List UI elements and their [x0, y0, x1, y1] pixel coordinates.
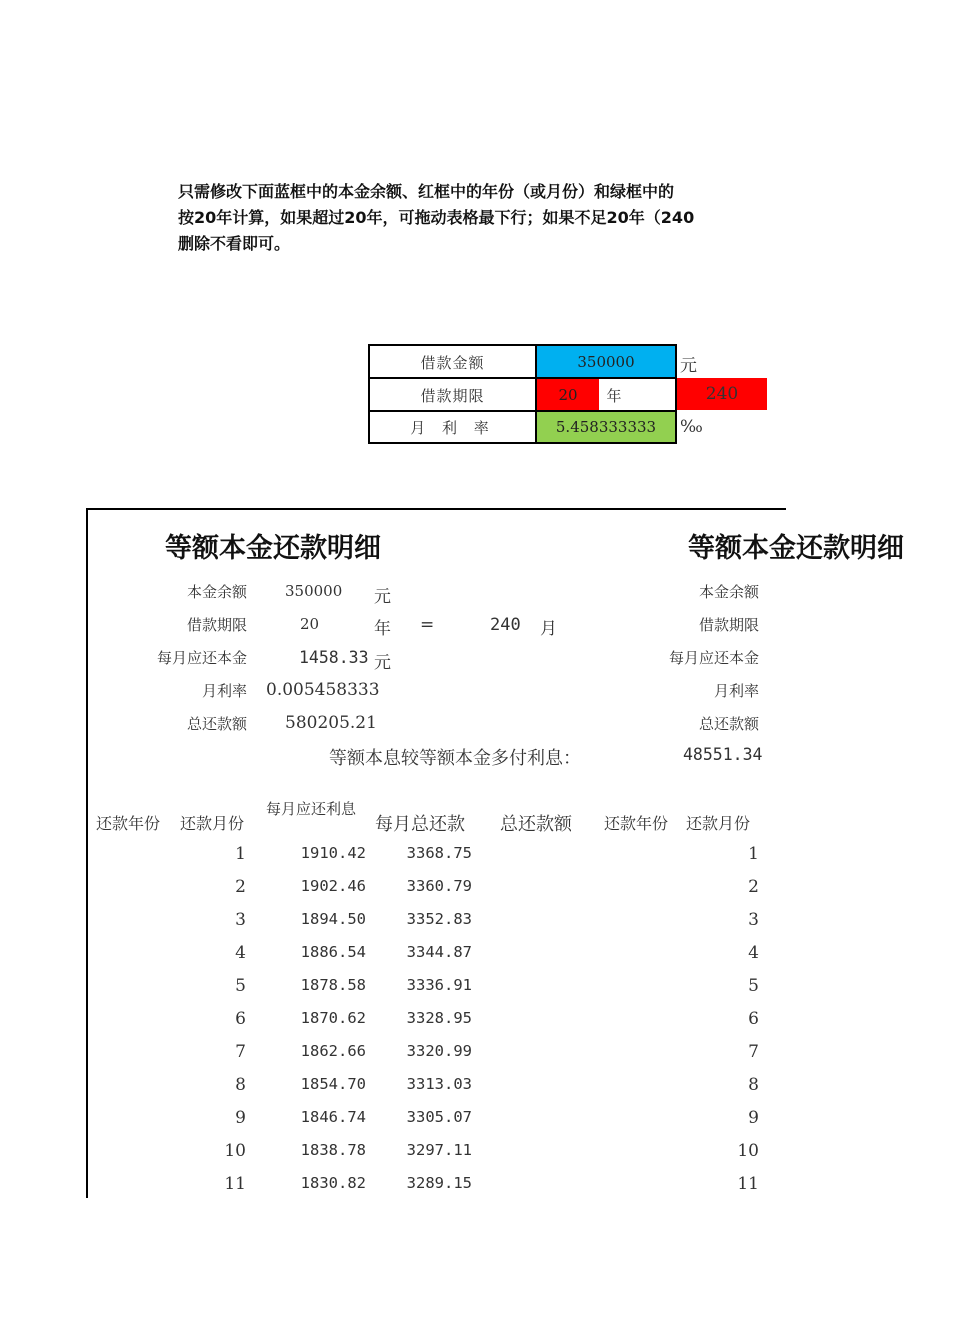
monthly-principal-value: 1458.33 [299, 648, 369, 667]
term-years-unit: 年 [606, 386, 622, 405]
table-row [90, 1135, 770, 1168]
cell-interest: 1862.66 [300, 1042, 366, 1060]
table-row [90, 1069, 770, 1102]
monthly-principal-label: 每月应还本金 [156, 649, 247, 667]
cell-payment: 3336.91 [406, 976, 472, 994]
loan-term-label: 借款期限 [370, 379, 537, 411]
table-row [90, 970, 770, 1003]
cell-month2: 4 [748, 943, 759, 963]
cell-month2: 1 [748, 844, 759, 864]
cell-payment: 3305.07 [406, 1108, 472, 1126]
loan-amount-unit: 元 [680, 356, 697, 376]
table-row [90, 1003, 770, 1036]
term-years-value: 20 [300, 615, 320, 633]
cell-interest: 1886.54 [300, 943, 366, 961]
table-row [90, 1168, 770, 1201]
cell-payment: 3320.99 [406, 1042, 472, 1060]
header-month-right: 还款月份 [686, 814, 751, 833]
cell-month: 8 [235, 1075, 246, 1095]
term-months-value: 240 [490, 615, 521, 635]
right-principal-label: 本金余额 [698, 583, 759, 601]
table-row [90, 1102, 770, 1135]
right-rate-label: 月利率 [713, 682, 759, 700]
monthly-principal-unit: 元 [374, 653, 391, 673]
instruction-line-2: 按20年计算，如果超过20年，可拖动表格最下行；如果不足20年（240 [178, 208, 695, 227]
cell-month: 2 [235, 877, 246, 897]
cell-payment: 3313.03 [406, 1075, 472, 1093]
right-total-label: 总还款额 [698, 715, 759, 733]
monthly-rate-unit: ‰ [680, 417, 703, 437]
right-monthly-principal-label: 每月应还本金 [668, 649, 759, 667]
cell-interest: 1902.46 [300, 877, 366, 895]
table-row [90, 838, 770, 871]
cell-month2: 5 [748, 976, 759, 996]
cell-month2: 10 [737, 1141, 759, 1161]
cell-month: 5 [235, 976, 246, 996]
loan-term-years-input[interactable]: 20 [537, 379, 599, 411]
cell-interest: 1910.42 [300, 844, 366, 862]
cell-interest: 1870.62 [300, 1009, 366, 1027]
header-interest: 每月应还利息 [265, 800, 356, 818]
header-month: 还款月份 [180, 814, 245, 833]
cell-month2: 11 [737, 1174, 759, 1194]
left-section-title: 等额本金还款明细 [165, 533, 381, 564]
cell-payment: 3360.79 [406, 877, 472, 895]
cell-month: 6 [235, 1009, 246, 1029]
total-label: 总还款额 [186, 715, 247, 733]
cell-month: 9 [235, 1108, 246, 1128]
cell-payment: 3297.11 [406, 1141, 472, 1159]
cell-payment: 3344.87 [406, 943, 472, 961]
table-row [90, 871, 770, 904]
total-value: 580205.21 [285, 713, 377, 733]
cell-month: 11 [224, 1174, 246, 1194]
extra-interest-label: 等额本息较等额本金多付利息： [329, 748, 581, 769]
rate-label: 月利率 [201, 682, 247, 700]
equals-sign: = [420, 615, 435, 635]
header-payment: 每月总还款 [375, 814, 465, 835]
cell-interest: 1878.58 [300, 976, 366, 994]
schedule-rows [90, 838, 770, 1201]
cell-month: 3 [235, 910, 246, 930]
right-section-title: 等额本金还款明细 [688, 533, 904, 564]
cell-payment: 3289.15 [406, 1174, 472, 1192]
cell-payment: 3328.95 [406, 1009, 472, 1027]
instruction-text [178, 179, 978, 257]
principal-label: 本金余额 [186, 583, 247, 601]
cell-month: 4 [235, 943, 246, 963]
cell-month: 10 [224, 1141, 246, 1161]
monthly-rate-label: 月 利 率 [370, 412, 537, 442]
cell-month2: 7 [748, 1042, 759, 1062]
cell-month: 7 [235, 1042, 246, 1062]
input-table [368, 344, 677, 444]
rate-value: 0.005458333 [266, 680, 380, 700]
header-total: 总还款额 [500, 814, 572, 835]
detail-frame-top [86, 508, 786, 510]
header-year: 还款年份 [96, 814, 161, 833]
term-label: 借款期限 [186, 616, 247, 634]
cell-month: 1 [235, 844, 246, 864]
instruction-line-1: 只需修改下面蓝框中的本金余额、红框中的年份（或月份）和绿框中的 [178, 182, 675, 201]
cell-month2: 8 [748, 1075, 759, 1095]
cell-interest: 1830.82 [300, 1174, 366, 1192]
cell-interest: 1838.78 [300, 1141, 366, 1159]
right-term-label: 借款期限 [698, 616, 759, 634]
loan-term-months-input[interactable]: 240 [677, 378, 767, 410]
table-row [90, 904, 770, 937]
table-row [90, 937, 770, 970]
cell-month2: 6 [748, 1009, 759, 1029]
cell-month2: 3 [748, 910, 759, 930]
cell-interest: 1894.50 [300, 910, 366, 928]
cell-month2: 2 [748, 877, 759, 897]
cell-interest: 1846.74 [300, 1108, 366, 1126]
loan-amount-label: 借款金额 [370, 346, 537, 378]
term-years-unit-label: 年 [374, 619, 391, 639]
principal-value: 350000 [285, 582, 343, 600]
extra-interest-value: 48551.34 [683, 745, 763, 764]
table-row [90, 1036, 770, 1069]
detail-frame-left [86, 508, 88, 1198]
instruction-line-3: 删除不看即可。 [178, 234, 291, 253]
header-year-right: 还款年份 [604, 814, 669, 833]
monthly-rate-input[interactable]: 5.458333333 [537, 412, 675, 442]
loan-amount-input[interactable]: 350000 [537, 346, 675, 378]
term-months-unit: 月 [540, 619, 557, 639]
cell-interest: 1854.70 [300, 1075, 366, 1093]
principal-unit: 元 [374, 587, 391, 607]
cell-month2: 9 [748, 1108, 759, 1128]
cell-payment: 3368.75 [406, 844, 472, 862]
cell-payment: 3352.83 [406, 910, 472, 928]
